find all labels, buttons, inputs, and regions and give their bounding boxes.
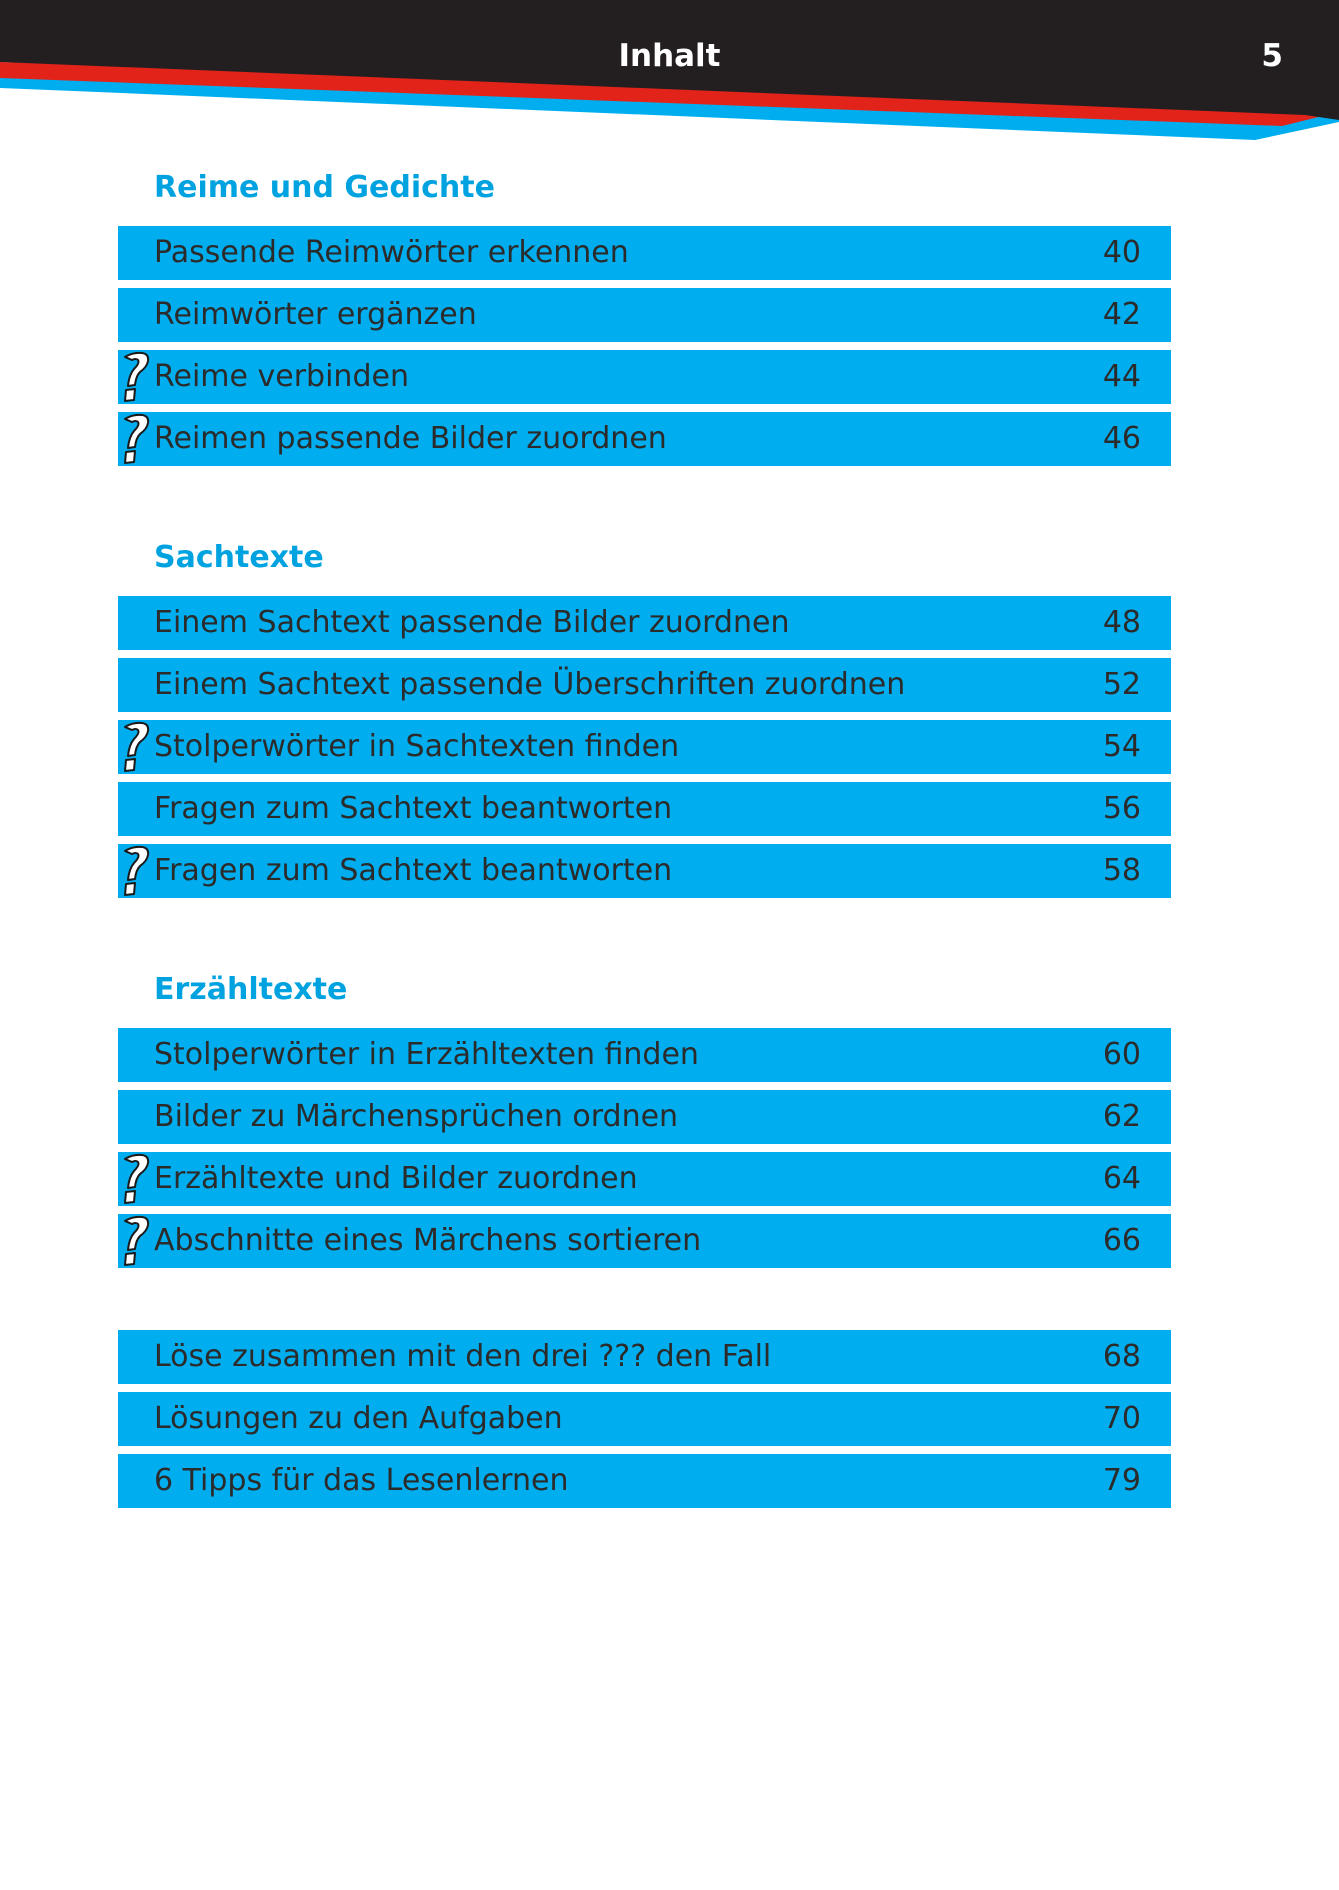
toc-entry-label: Erzähltexte und Bilder zuordnen	[154, 1161, 638, 1196]
toc-entry-page: 44	[1102, 359, 1141, 394]
toc-section-reime	[118, 168, 1171, 474]
toc-entry-label: Löse zusammen mit den drei ??? den Fall	[154, 1339, 772, 1374]
section-title: Sachtexte	[154, 540, 324, 575]
toc-row[interactable]	[118, 226, 1171, 280]
toc-entry-page: 46	[1102, 421, 1141, 456]
question-mark-icon	[118, 1214, 152, 1268]
toc-row[interactable]	[118, 1392, 1171, 1446]
toc-section-erzaehltexte	[118, 970, 1171, 1276]
toc-entry-page: 52	[1102, 667, 1141, 702]
toc-entry-page: 70	[1102, 1401, 1141, 1436]
toc-list	[118, 1028, 1171, 1268]
toc-row[interactable]	[118, 1454, 1171, 1508]
toc-entry-page: 64	[1102, 1161, 1141, 1196]
toc-row[interactable]	[118, 1152, 1171, 1206]
toc-section-appendix	[118, 1330, 1171, 1516]
toc-list	[118, 226, 1171, 466]
toc-entry-page: 68	[1102, 1339, 1141, 1374]
section-title: Erzähltexte	[154, 972, 348, 1007]
toc-row[interactable]	[118, 1330, 1171, 1384]
question-mark-icon	[118, 844, 152, 898]
page-number: 5	[1261, 38, 1283, 74]
toc-entry-label: Passende Reimwörter erkennen	[154, 235, 629, 270]
page-header-title: Inhalt	[618, 38, 721, 74]
toc-row[interactable]	[118, 720, 1171, 774]
toc-entry-label: Fragen zum Sachtext beantworten	[154, 853, 673, 888]
toc-row[interactable]	[118, 288, 1171, 342]
toc-list	[118, 596, 1171, 898]
toc-entry-label: Einem Sachtext passende Bilder zuordnen	[154, 605, 790, 640]
toc-entry-page: 40	[1102, 235, 1141, 270]
toc-row[interactable]	[118, 1028, 1171, 1082]
toc-entry-page: 42	[1102, 297, 1141, 332]
toc-row[interactable]	[118, 782, 1171, 836]
toc-entry-page: 79	[1102, 1463, 1141, 1498]
toc-section-sachtexte	[118, 538, 1171, 906]
toc-row[interactable]	[118, 350, 1171, 404]
question-mark-icon	[118, 720, 152, 774]
toc-row[interactable]	[118, 658, 1171, 712]
toc-entry-label: Bilder zu Märchensprüchen ordnen	[154, 1099, 679, 1134]
toc-entry-label: Lösungen zu den Aufgaben	[154, 1401, 563, 1436]
toc-entry-page: 48	[1102, 605, 1141, 640]
toc-entry-page: 54	[1102, 729, 1141, 764]
toc-row[interactable]	[118, 1090, 1171, 1144]
section-title: Reime und Gedichte	[154, 170, 495, 205]
toc-entry-page: 58	[1102, 853, 1141, 888]
toc-entry-label: Fragen zum Sachtext beantworten	[154, 791, 673, 826]
toc-entry-label: Stolperwörter in Erzähltexten finden	[154, 1037, 699, 1072]
toc-list	[118, 1330, 1171, 1508]
question-mark-icon	[118, 350, 152, 404]
toc-entry-label: Reime verbinden	[154, 359, 409, 394]
toc-entry-page: 66	[1102, 1223, 1141, 1258]
question-mark-icon	[118, 412, 152, 466]
toc-entry-page: 60	[1102, 1037, 1141, 1072]
toc-entry-label: Reimen passende Bilder zuordnen	[154, 421, 667, 456]
toc-entry-page: 62	[1102, 1099, 1141, 1134]
toc-row[interactable]	[118, 1214, 1171, 1268]
toc-row[interactable]	[118, 412, 1171, 466]
toc-entry-label: Abschnitte eines Märchens sortieren	[154, 1223, 702, 1258]
toc-entry-page: 56	[1102, 791, 1141, 826]
toc-entry-label: Stolperwörter in Sachtexten finden	[154, 729, 680, 764]
toc-row[interactable]	[118, 596, 1171, 650]
question-mark-icon	[118, 1152, 152, 1206]
toc-entry-label: Reimwörter ergänzen	[154, 297, 477, 332]
toc-row[interactable]	[118, 844, 1171, 898]
toc-entry-label: 6 Tipps für das Lesenlernen	[154, 1463, 569, 1498]
toc-entry-label: Einem Sachtext passende Überschriften zuordnen	[154, 667, 906, 702]
